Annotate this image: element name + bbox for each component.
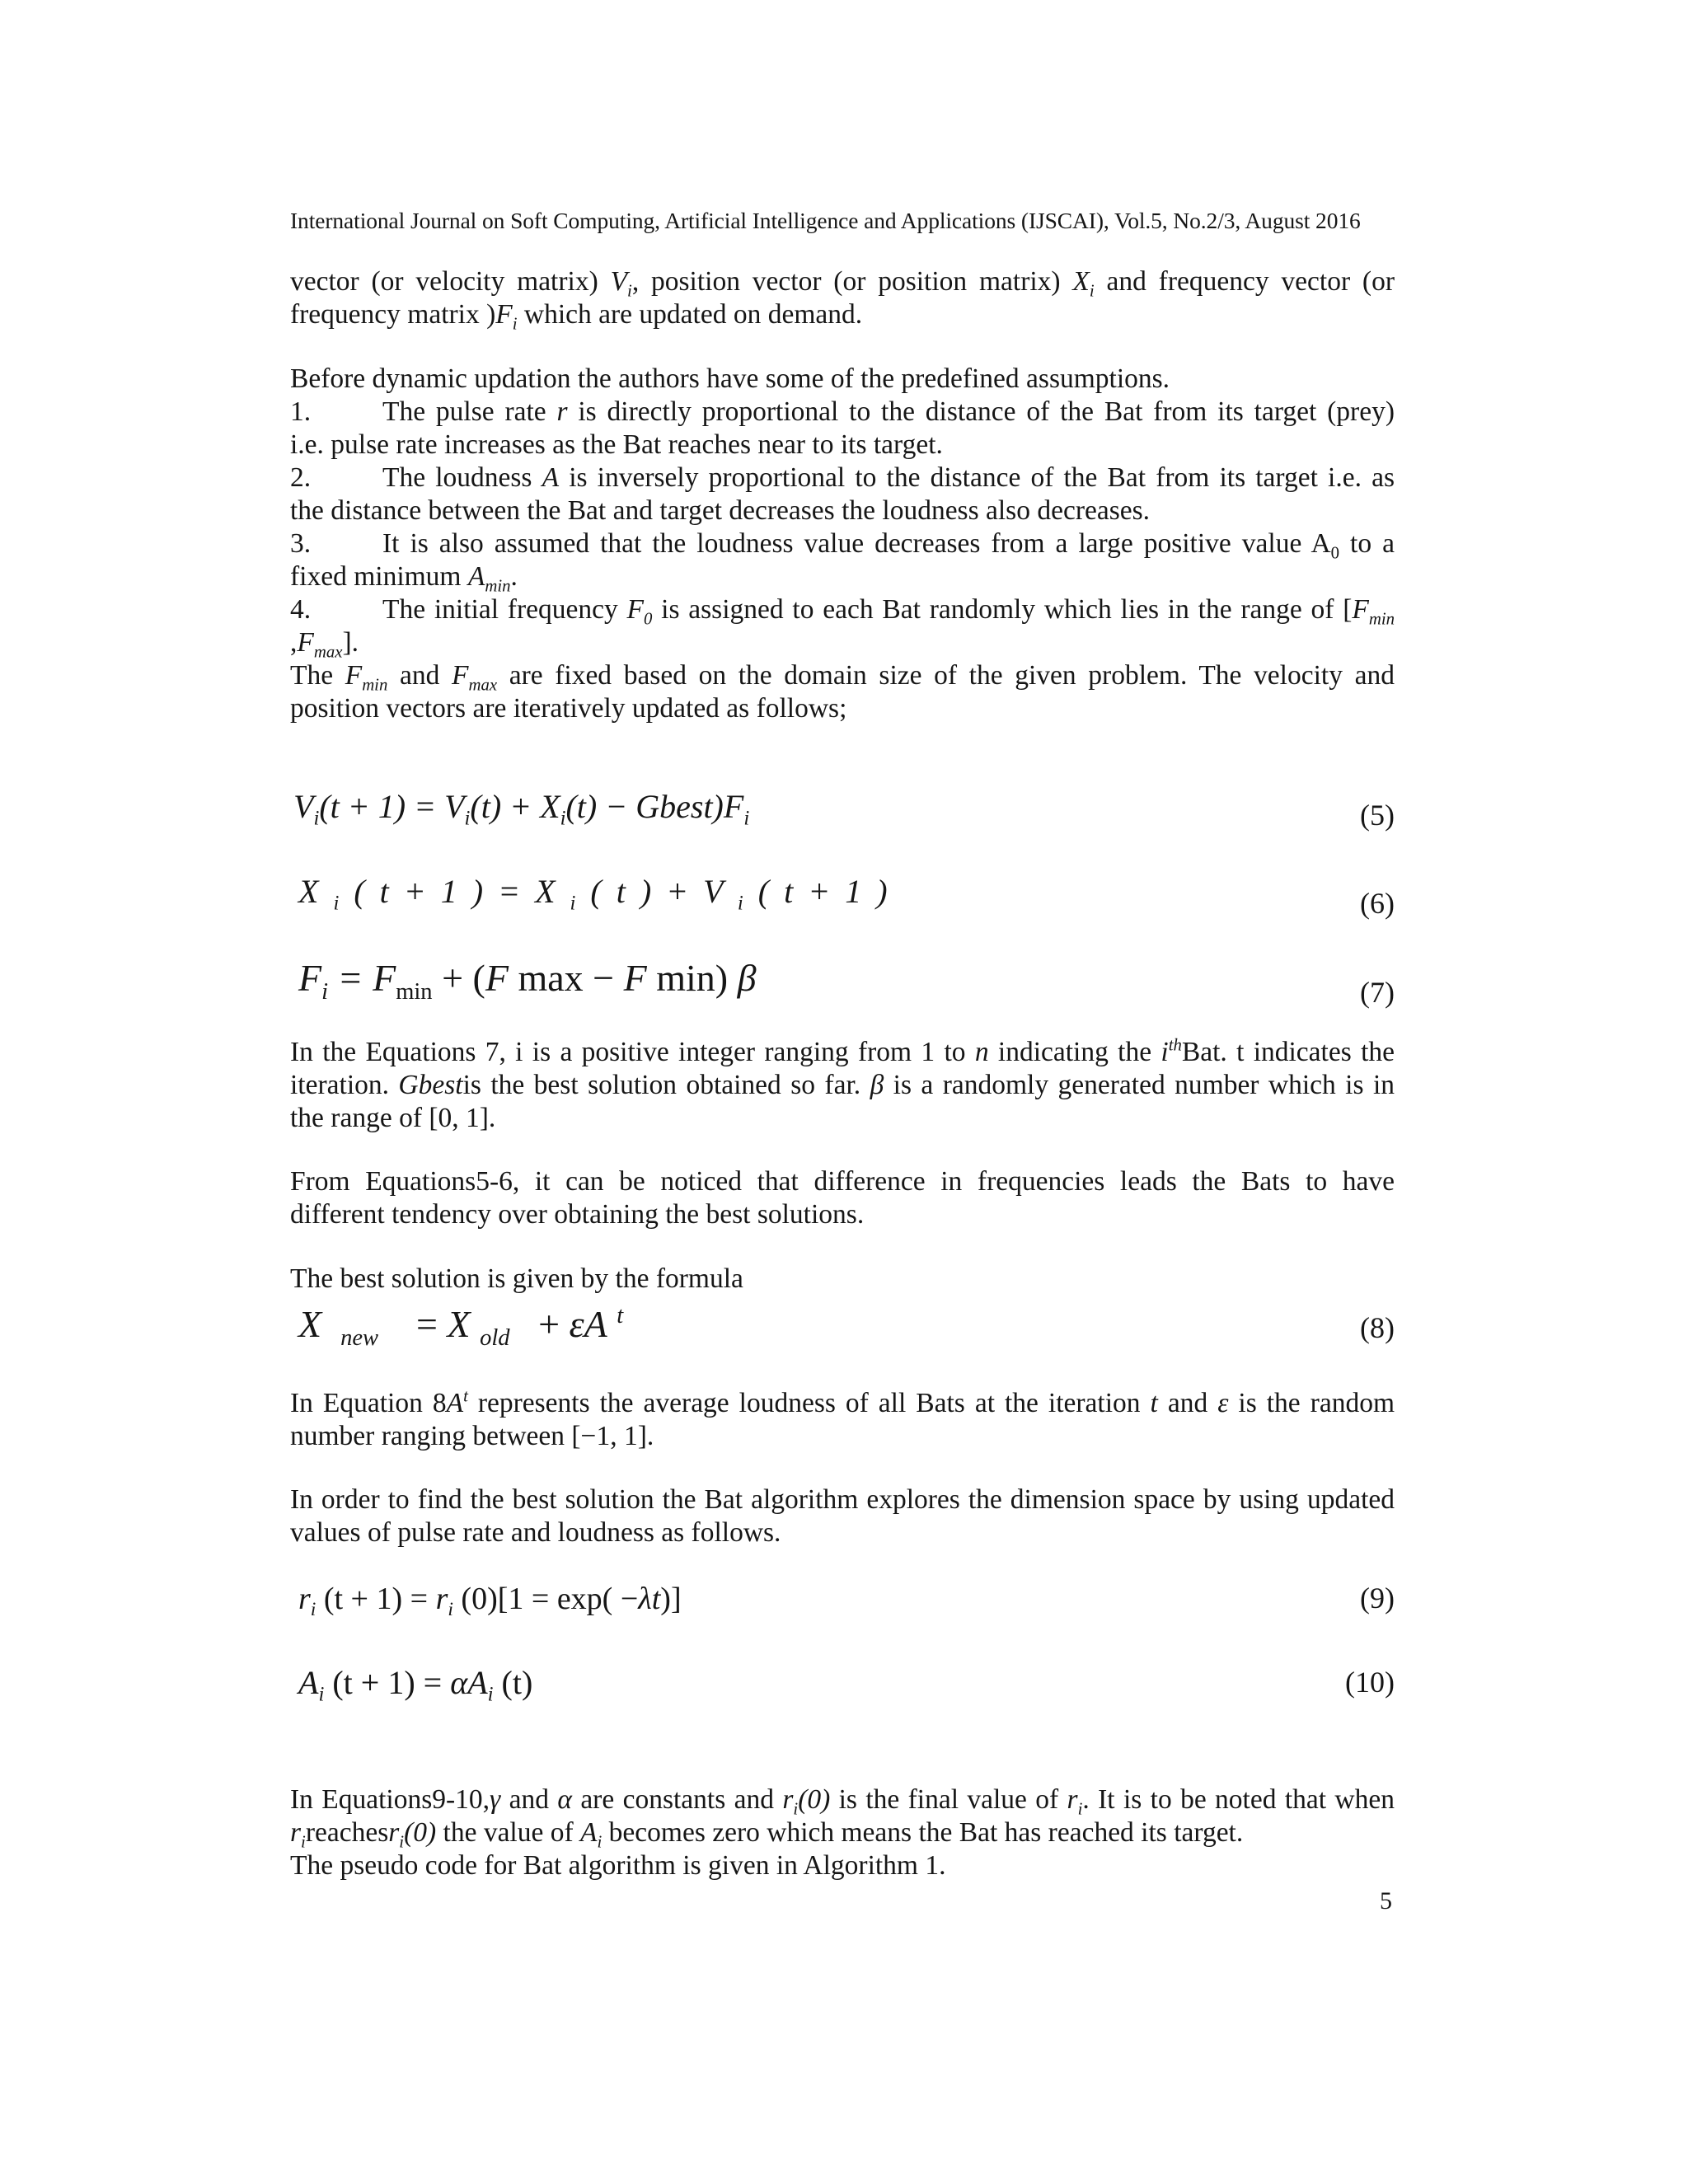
equation-number: (8)	[1360, 1311, 1395, 1344]
assumptions-intro: Before dynamic updation the authors have some of the predefined assumptions.	[290, 363, 1170, 394]
list-item: 3. It is also assumed that the loudness value decreases from a large positive value $A_0$ to a	[290, 528, 1395, 563]
text-line: In Equation $8A^t$ represents the average loudness of all Bats at the iteration t and ε is the random	[290, 1386, 1395, 1418]
paragraph-vectors	[290, 265, 1395, 334]
text-line: position vectors are iteratively updated as follows;	[290, 693, 847, 724]
list-item-cont: fixed minimum $A_{min}$.	[290, 561, 518, 596]
page-number: 5	[1380, 1887, 1392, 1915]
text-line: From Equations5-6, it can be noticed that difference in frequencies leads the Bats to have	[290, 1166, 1395, 1197]
assumptions-list	[290, 363, 1395, 725]
text-line: values of pulse rate and loudness as follows.	[290, 1517, 781, 1548]
list-item: 2. The loudness A is inversely proportional to the distance of the Bat from its target i.e. as	[290, 462, 1395, 493]
text-line: frequency matrix )$F_i$ which are updated on demand.	[290, 299, 863, 334]
equation-8: X $_{new}$ = X $_{old}$ + εA $^t$	[298, 1302, 624, 1351]
text-line: The pseudo code for Bat algorithm is given in Algorithm 1.	[290, 1850, 946, 1881]
equation-9: $r_i$ $(t + 1) = r_i$ (0)[1 = exp( −λt)]	[298, 1582, 682, 1621]
text-line: vector (or velocity matrix) $V_i$, position vector (or position matrix) $X_i$ and frequency vector (or	[290, 266, 1395, 301]
list-item: 1. The pulse rate r is directly proportional to the distance of the Bat from its target (prey)	[290, 396, 1395, 427]
equation-5: $V_i(t + 1) = V_i(t) + X_i(t)$ − $Gbest)F_i$	[293, 788, 750, 830]
text-line: In Equations9-10,γ and α are constants and $r_i(0)$ is the final value of $r_i$. It is to be noted that when	[290, 1784, 1395, 1819]
running-header: International Journal on Soft Computing, Artificial Intelligence and Applications (IJSCAI), Vol.5, No.2/3, August 2016	[290, 208, 1361, 233]
paragraph-final	[290, 1783, 1395, 1882]
text-line: iteration. Gbestis the best solution obtained so far. β is a randomly generated number which is in	[290, 1070, 1395, 1100]
text-line: different tendency over obtaining the best solutions.	[290, 1199, 865, 1230]
text-line: the range of [0, 1].	[290, 1103, 496, 1133]
paragraph-best-solution	[290, 1263, 1395, 1296]
list-item-cont: $,F_{max}$].	[290, 627, 359, 662]
text-line: The best solution is given by the formula	[290, 1263, 743, 1294]
equation-number: (5)	[1360, 799, 1395, 832]
equation-number: (9)	[1360, 1582, 1395, 1615]
list-item-cont: the distance between the Bat and target decreases the loudness also decreases.	[290, 495, 1151, 526]
equation-number: (7)	[1360, 976, 1395, 1009]
paragraph-frequencies	[290, 1165, 1395, 1231]
text-line: In order to find the best solution the Bat algorithm explores the dimension space by using updated	[290, 1484, 1395, 1515]
equation-7: $F_i = F_{min} + (F$ max − F min) β	[298, 957, 757, 1005]
text-line: In the Equations 7, i is a positive integer ranging from 1 to n indicating the $i^{th}Bat$. t indicates the	[290, 1035, 1395, 1067]
text-line: The $F_{min}$ and $F_{max}$ are fixed based on the domain size of the given problem. The velocity and	[290, 660, 1395, 695]
text-line: $r_ireachesr_i(0)$ the value of $A_i$ becomes zero which means the Bat has reached its target.	[290, 1817, 1244, 1852]
text-line: number ranging between [−1, 1].	[290, 1421, 654, 1451]
paragraph-eq8-explanation	[290, 1387, 1395, 1453]
paragraph-eq7-explanation	[290, 1036, 1395, 1135]
list-item: 4. The initial frequency $F_0$ is assigned to each Bat randomly which lies in the range of [$F_{min}$	[290, 594, 1395, 629]
equation-6: X $_i$ ( t + 1 ) = X $_i$ ( t ) + V $_i$ ( t + 1 )	[298, 873, 891, 915]
equation-10: $A_i$ $(t + 1) = \alpha A_i$ (t)	[298, 1664, 533, 1706]
equation-number: (6)	[1360, 887, 1395, 920]
equation-number: (10)	[1345, 1666, 1395, 1699]
list-item-cont: i.e. pulse rate increases as the Bat reaches near to its target.	[290, 429, 943, 460]
paragraph-pulse-loudness	[290, 1483, 1395, 1549]
